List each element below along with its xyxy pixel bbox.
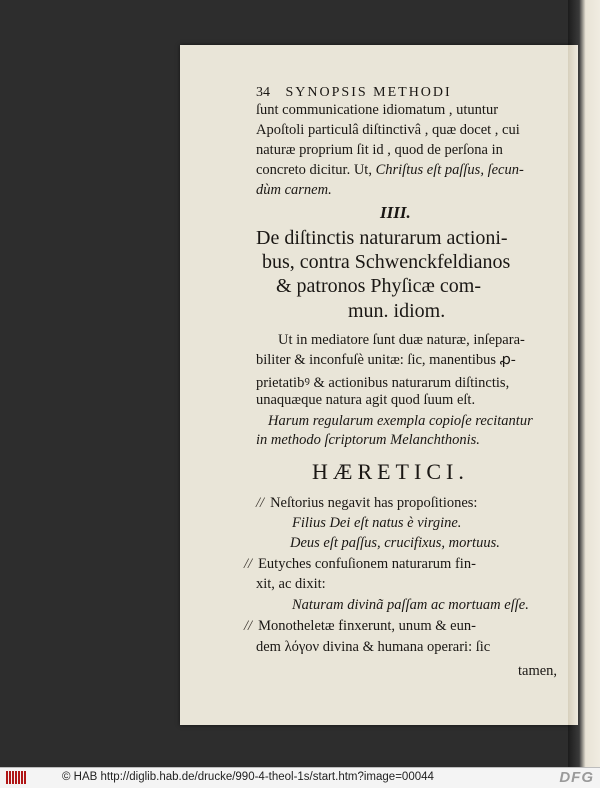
text-line-2: Apoſtoli particulâ diſtinctivâ , quæ docet , cui	[256, 122, 520, 138]
margin-mark: //	[244, 556, 253, 572]
note-line-1: Harum regularum exempla copioſe recitantur	[268, 413, 533, 429]
rule-line-2: biliter & inconfuſè unitæ: ſic, manentibus ꝓ-	[256, 352, 516, 368]
heretic-line-7-text: Monotheletæ finxerunt, unum & eun-	[258, 618, 476, 634]
text-line-3: naturæ proprium ſit id , quod de perſona in	[256, 142, 503, 158]
section-heading-line-1: De diſtinctis naturarum actioni-	[256, 227, 508, 249]
section-heading-line-2: bus, contra Schwenckfeldianos	[262, 251, 511, 273]
margin-mark: //	[256, 495, 265, 511]
rule-line-3: prietatibꝰ & actionibus naturarum diſtinctis,	[256, 375, 510, 391]
book-page	[180, 45, 572, 725]
text-line-4-roman: concreto dicitur. Ut,	[256, 162, 372, 178]
heretic-line-1	[256, 495, 477, 512]
heretic-line-7	[244, 618, 476, 635]
heretic-line-6: Naturam divinã paſſam ac mortuam eſſe.	[292, 597, 529, 613]
margin-mark: //	[244, 618, 253, 634]
rule-line-4: unaquæque natura agit quod ſuum eſt.	[256, 392, 476, 408]
heretic-line-3: Deus eſt paſſus, crucifixus, mortuus.	[290, 535, 500, 551]
running-head	[256, 85, 452, 101]
footer-bar	[0, 767, 600, 788]
heretici-heading: HÆRETICI.	[312, 459, 469, 484]
text-line-5: dùm carnem.	[256, 182, 332, 198]
text-line-4-italic: Chriſtus eſt paſſus, ſecun-	[375, 162, 524, 178]
section-numeral: IIII.	[380, 203, 411, 222]
text-line-1: ſunt communicatione idiomatum , utuntur	[256, 102, 499, 118]
hab-logo-icon	[6, 771, 26, 784]
heretic-line-2: Filius Dei eſt natus è virgine.	[292, 515, 462, 531]
page-edge	[568, 45, 578, 725]
heretic-line-5: xit, ac dixit:	[256, 576, 326, 592]
heretic-line-8: dem λόγον divina & humana operari: ſic	[256, 639, 491, 655]
section-heading-line-3: & patronos Phyſicæ com-	[276, 275, 481, 297]
rule-line-1: Ut in mediatore ſunt duæ naturæ, inſepara-	[278, 332, 525, 348]
note-line-2: in methodo ſcriptorum Melanchthonis.	[256, 432, 480, 448]
heretic-line-4-text: Eutyches confuſionem naturarum fin-	[258, 556, 476, 572]
text-line-4	[256, 162, 524, 179]
running-title: SYNOPSIS METHODI	[285, 85, 452, 100]
heretic-line-4	[244, 556, 476, 573]
dfg-logo: DFG	[559, 769, 594, 786]
section-heading-line-4: mun. idiom.	[348, 300, 446, 322]
credit-link[interactable]: © HAB http://diglib.hab.de/drucke/990-4-theol-1s/start.htm?image=00044	[62, 771, 434, 783]
page-number: 34	[256, 85, 270, 100]
catchword: tamen,	[518, 663, 558, 679]
heretic-line-1-text: Neſtorius negavit has propoſitiones:	[270, 495, 478, 511]
